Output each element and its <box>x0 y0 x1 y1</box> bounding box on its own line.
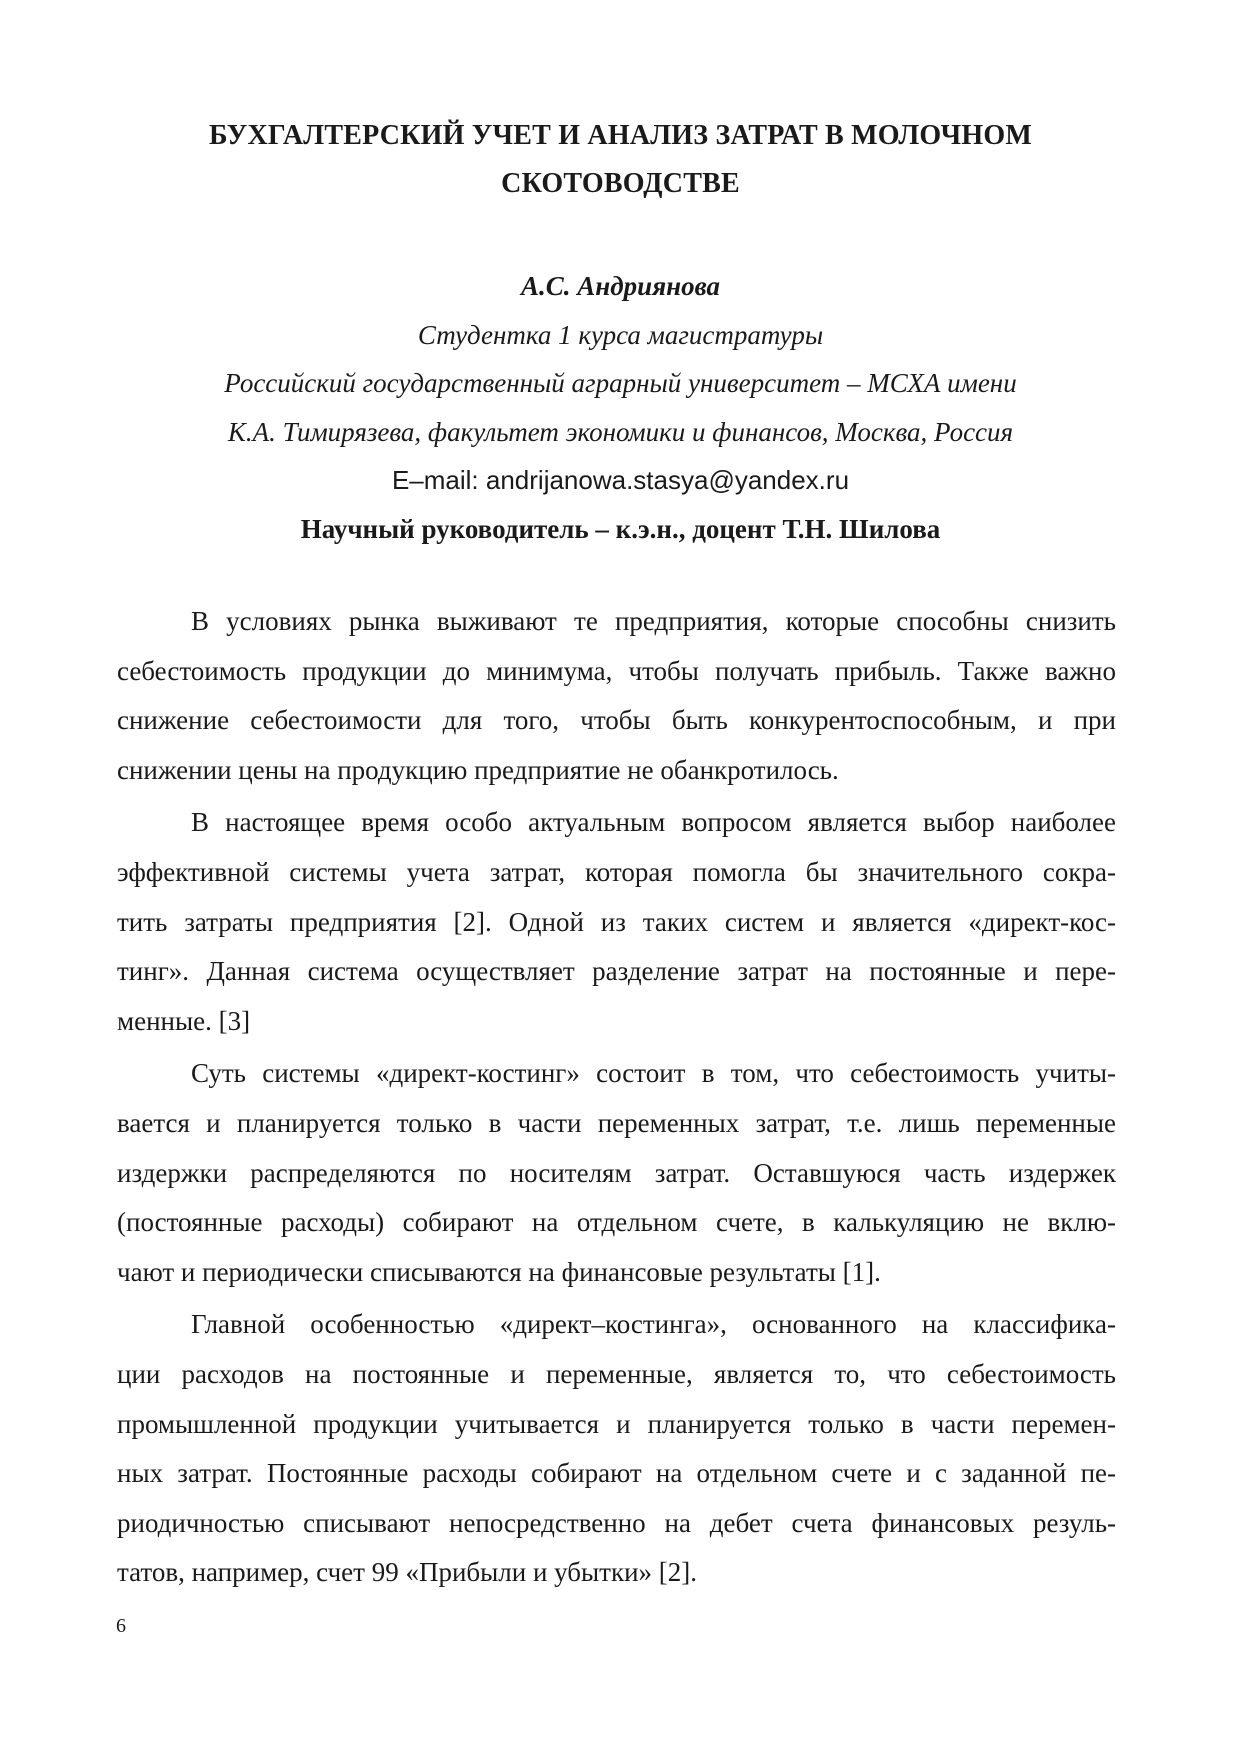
paragraph-line: менные. [3] <box>117 1005 251 1036</box>
paragraph-line: В настоящее время особо актуальным вопросом является выбор наиболее <box>191 807 1116 838</box>
article-title-line-2: СКОТОВОДСТВЕ <box>501 168 740 199</box>
article-body <box>117 597 1116 1601</box>
author-position: Студентка 1 курса магистратуры <box>417 319 824 350</box>
author-email: E–mail: andrijanowa.stasya@yandex.ru <box>391 465 850 495</box>
author-affiliation-line-2: К.А. Тимирязева, факультет экономики и финансов, Москва, Россия <box>227 416 1014 447</box>
page-number: 6 <box>116 1615 126 1637</box>
paragraph-line: тить затраты предприятия [2]. Одной из таких систем и является «директ-кос- <box>117 906 1116 937</box>
paragraph-4 <box>117 1300 1116 1598</box>
paragraph-line: эффективной системы учета затрат, которая помогла бы значительного сокра- <box>117 856 1116 887</box>
author-affiliation-line-1: Российский государственный аграрный университет – МСХА имени <box>224 368 1017 398</box>
paragraph-line: тинг». Данная система осуществляет разделение затрат на постоянные и пере- <box>117 956 1116 987</box>
paragraph-line: ции расходов на постоянные и переменные, является то, что себестоимость <box>117 1358 1116 1389</box>
paragraph-2 <box>117 798 1116 1046</box>
paragraph-line: (постоянные расходы) собирают на отдельном счете, в калькуляцию не вклю- <box>117 1207 1116 1238</box>
paragraph-line: себестоимость продукции до минимума, чтобы получать прибыль. Также важно <box>117 655 1116 686</box>
paragraph-line: снижении цены на продукцию предприятие не обанкротилось. <box>117 754 839 785</box>
paragraph-line: В условиях рынка выживают те предприятия, которые способны снизить <box>191 606 1116 636</box>
article-title <box>120 112 1121 208</box>
paragraph-line: Суть системы «директ-костинг» состоит в том, что себестоимость учиты- <box>191 1058 1116 1089</box>
paragraph-line: снижение себестоимости для того, чтобы быть конкурентоспособным, и при <box>117 705 1116 736</box>
paragraph-line: промышленной продукции учитывается и планируется только в части перемен- <box>117 1408 1116 1439</box>
paragraph-line: чают и периодически списываются на финансовые результаты [1]. <box>117 1256 881 1287</box>
paragraph-1 <box>117 597 1116 795</box>
paragraph-line: татов, например, счет 99 «Прибыли и убытки» [2]. <box>117 1557 698 1588</box>
scientific-supervisor: Научный руководитель – к.э.н., доцент Т.Н. Шилова <box>300 513 941 544</box>
author-name: А.С. Андриянова <box>521 271 720 301</box>
article-title-line-1: БУХГАЛТЕРСКИЙ УЧЕТ И АНАЛИЗ ЗАТРАТ В МОЛОЧНОМ <box>208 120 1033 151</box>
paragraph-3 <box>117 1049 1116 1297</box>
paragraph-line: Главной особенностью «директ–костинга», основанного на классифика- <box>191 1309 1116 1340</box>
paragraph-line: риодичностью списывают непосредственно на дебет счета финансовых резуль- <box>117 1507 1116 1538</box>
paragraph-line: вается и планируется только в части переменных затрат, т.е. лишь переменные <box>117 1107 1116 1138</box>
paragraph-line: ных затрат. Постоянные расходы собирают на отдельном счете и с заданной пе- <box>117 1458 1116 1489</box>
paragraph-line: издержки распределяются по носителям затрат. Оставшуюся часть издержек <box>117 1157 1116 1188</box>
author-block <box>120 262 1121 553</box>
